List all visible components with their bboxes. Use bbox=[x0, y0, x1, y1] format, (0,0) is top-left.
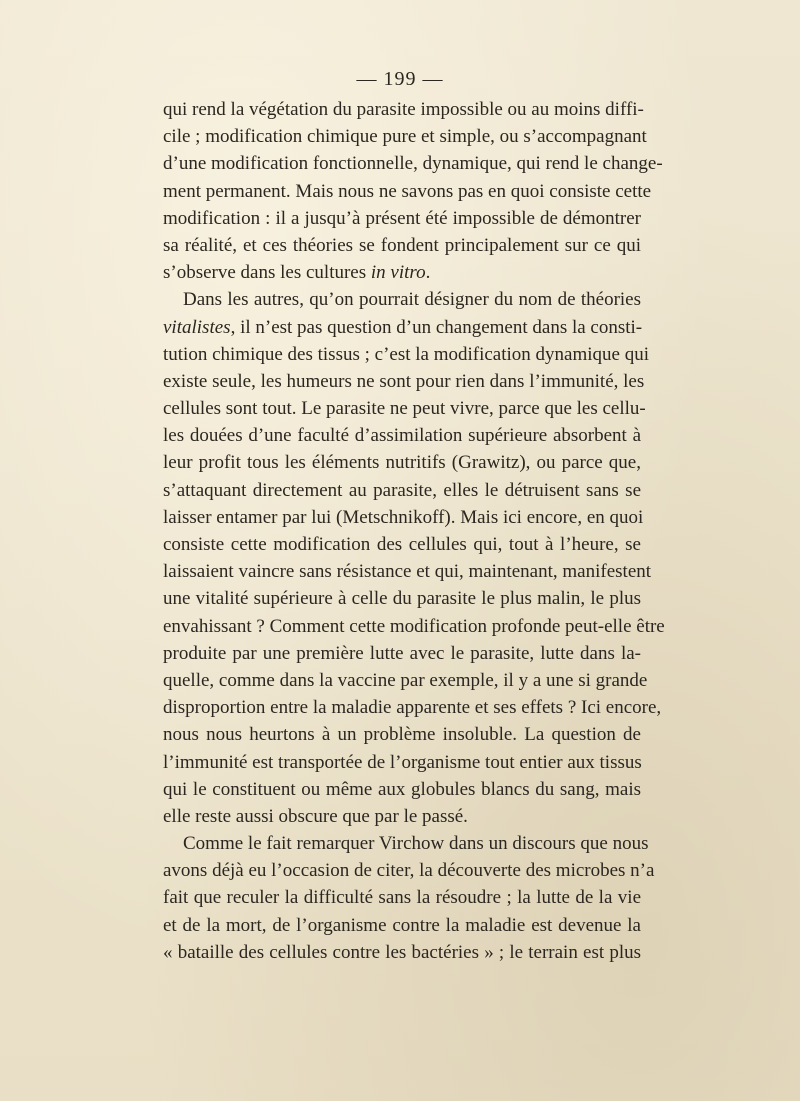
line-text: avons déjà eu l’occasion de citer, la découverte des microbes n’a bbox=[163, 860, 655, 882]
italic-term: in vitro bbox=[370, 262, 426, 284]
line-text: Comme le fait remarquer Virchow dans un discours que nous bbox=[183, 833, 649, 855]
text-line bbox=[163, 395, 646, 422]
text-line bbox=[163, 830, 649, 857]
text-line bbox=[163, 912, 641, 939]
text-line bbox=[163, 314, 641, 341]
text-line bbox=[163, 422, 641, 449]
line-text: modification : il a jusqu’à présent été impossible de démontrer bbox=[163, 207, 641, 229]
text-line bbox=[163, 96, 644, 123]
text-line bbox=[163, 558, 652, 585]
line-text: nous nous heurtons à un problème insoluble. La question de bbox=[163, 724, 641, 746]
line-text: qui le constituent ou même aux globules blancs du sang, mais bbox=[163, 778, 641, 800]
line-text: cile ; modification chimique pure et simple, ou s’accompagnant bbox=[163, 126, 647, 148]
text-line bbox=[163, 613, 665, 640]
line-text: les douées d’une faculté d’assimilation supérieure absorbent à bbox=[163, 425, 641, 447]
line-text: laissaient vaincre sans résistance et qui, maintenant, manifestent bbox=[163, 561, 652, 583]
text-line bbox=[163, 286, 641, 313]
text-line bbox=[163, 531, 641, 558]
text-line bbox=[163, 857, 655, 884]
text-line bbox=[163, 585, 641, 612]
page-number: — 199 — bbox=[356, 68, 444, 90]
line-text: l’immunité est transportée de l’organisme tout entier aux tissus bbox=[163, 751, 642, 773]
line-text: fait que reculer la difficulté sans la résoudre ; la lutte de la vie bbox=[163, 887, 641, 909]
text-line bbox=[163, 205, 641, 232]
line-text: et de la mort, de l’organisme contre la maladie est devenue la bbox=[163, 914, 641, 936]
text-line bbox=[163, 150, 663, 177]
text-line bbox=[163, 449, 641, 476]
text-line bbox=[163, 232, 641, 259]
line-text: « bataille des cellules contre les bactéries » ; le terrain est plus bbox=[163, 941, 641, 963]
text-line bbox=[163, 721, 641, 748]
text-line bbox=[163, 667, 648, 694]
line-text: cellules sont tout. Le parasite ne peut vivre, parce que les cellu- bbox=[163, 398, 646, 420]
line-text: produite par une première lutte avec le parasite, lutte dans la- bbox=[163, 642, 641, 664]
line-text: consiste cette modification des cellules qui, tout à l’heure, se bbox=[163, 534, 641, 555]
text-line bbox=[163, 368, 645, 395]
body-text bbox=[163, 96, 665, 966]
line-text: Dans les autres, qu’on pourrait désigner du nom de théories bbox=[183, 289, 641, 311]
text-line bbox=[163, 123, 647, 150]
text-line bbox=[163, 749, 641, 776]
line-text: qui rend la végétation du parasite impossible ou au moins diffi- bbox=[163, 99, 644, 120]
line-text: envahissant ? Comment cette modification profonde peut-elle être bbox=[163, 615, 665, 637]
line-text: existe seule, les humeurs ne sont pour rien dans l’immunité, les bbox=[163, 370, 645, 392]
text-line bbox=[163, 640, 641, 667]
text-line bbox=[163, 341, 650, 368]
line-text: s’attaquant directement au parasite, elles le détruisent sans se bbox=[163, 479, 641, 501]
line-text-end: . bbox=[425, 262, 431, 284]
line-text: , il n’est pas question d’un changement dans la consti- bbox=[230, 316, 643, 338]
line-text: elle reste aussi obscure que par le passé. bbox=[163, 805, 468, 827]
text-line bbox=[163, 694, 662, 721]
line-text: disproportion entre la maladie apparente et ses effets ? Ici encore, bbox=[163, 697, 662, 719]
line-text: ment permanent. Mais nous ne savons pas en quoi consiste cette bbox=[163, 180, 652, 202]
italic-term: vitalistes bbox=[163, 316, 231, 338]
line-text: une vitalité supérieure à celle du parasite le plus malin, le plus bbox=[163, 588, 641, 610]
line-text: tution chimique des tissus ; c’est la modification dynamique qui bbox=[163, 343, 650, 365]
text-line bbox=[163, 939, 641, 966]
line-text: d’une modification fonctionnelle, dynamique, qui rend le change- bbox=[163, 153, 663, 175]
line-text: sa réalité, et ces théories se fondent principalement sur ce qui bbox=[163, 234, 641, 256]
text-line bbox=[163, 884, 641, 911]
line-text: leur profit tous les éléments nutritifs (Grawitz), ou parce que, bbox=[163, 452, 641, 474]
line-text: quelle, comme dans la vaccine par exemple, il y a une si grande bbox=[163, 669, 648, 691]
line-text: laisser entamer par lui (Metschnikoff). Mais ici encore, en quoi bbox=[163, 506, 644, 528]
text-line bbox=[163, 178, 652, 205]
text-line bbox=[163, 776, 641, 803]
text-line bbox=[163, 477, 641, 504]
text-line bbox=[163, 504, 644, 531]
text-line bbox=[163, 259, 641, 286]
text-line bbox=[163, 803, 641, 830]
line-text: s’observe dans les cultures bbox=[163, 262, 371, 284]
